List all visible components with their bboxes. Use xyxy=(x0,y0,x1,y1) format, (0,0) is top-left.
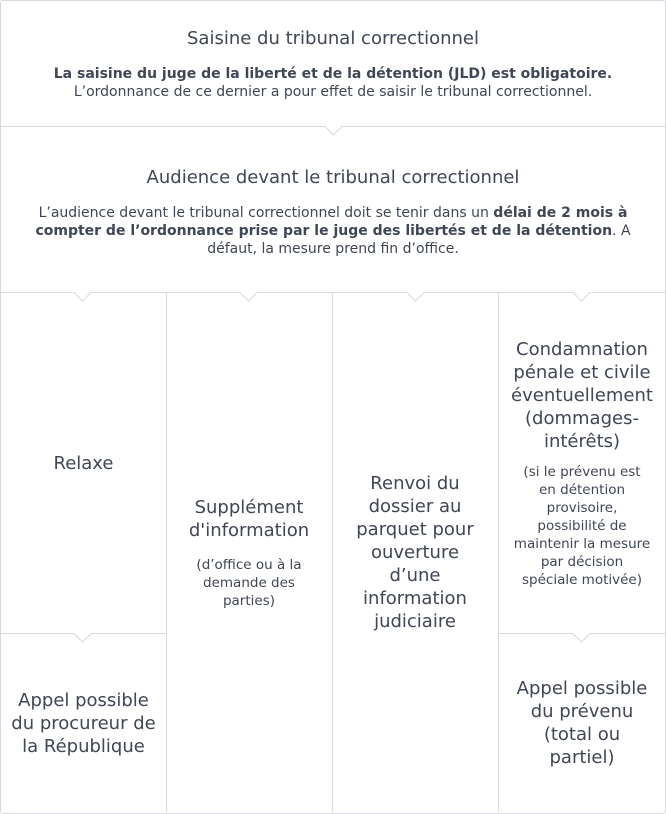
supplement-title: Supplément d'information xyxy=(188,496,310,541)
col-divider-3 xyxy=(498,293,499,812)
audience-title: Audience devant le tribunal correctionnel xyxy=(146,167,520,188)
col-divider-2 xyxy=(332,293,333,812)
audience-box xyxy=(12,140,654,285)
relaxe-label: Relaxe xyxy=(53,452,114,474)
condamnation-box xyxy=(505,293,659,633)
condamnation-title: Condamnation pénale et civile éventuellement (dommages-intérêts) xyxy=(511,338,653,452)
renvoi-box xyxy=(350,293,480,812)
appeal-procureur-label: Appel possible du procureur de la République xyxy=(11,689,156,757)
supplement-box xyxy=(177,293,321,812)
renvoi-label: Renvoi du dossier au parquet pour ouverture d’une information judiciaire xyxy=(356,473,474,632)
appeal-procureur-box xyxy=(10,634,157,812)
saisine-bold: La saisine du juge de la liberté et de la détention (JLD) est obligatoire. xyxy=(53,65,613,82)
appeal-prevenu-label: Appel possible du prévenu (total ou partiel) xyxy=(516,678,648,768)
saisine-box xyxy=(10,10,656,118)
saisine-title: Saisine du tribunal correctionnel xyxy=(187,27,479,49)
appeal-prevenu-box xyxy=(505,634,659,812)
saisine-text: L’ordonnance de ce dernier a pour effet de saisir le tribunal correctionnel. xyxy=(73,83,593,100)
audience-text: L’audience devant le tribunal correctionnel doit se tenir dans un délai de 2 mois à compter de l’ordonnance prise par le juge des libertés et de la détention. A défaut, la mesure prend fin d’office. xyxy=(35,205,631,257)
condamnation-note: (si le prévenu est en détention provisoire, possibilité de maintenir la mesure par décision spéciale motivée) xyxy=(513,463,651,588)
relaxe-box xyxy=(1,293,166,633)
supplement-note: (d’office ou à la demande des parties) xyxy=(196,556,302,609)
col-divider-1 xyxy=(166,293,167,812)
